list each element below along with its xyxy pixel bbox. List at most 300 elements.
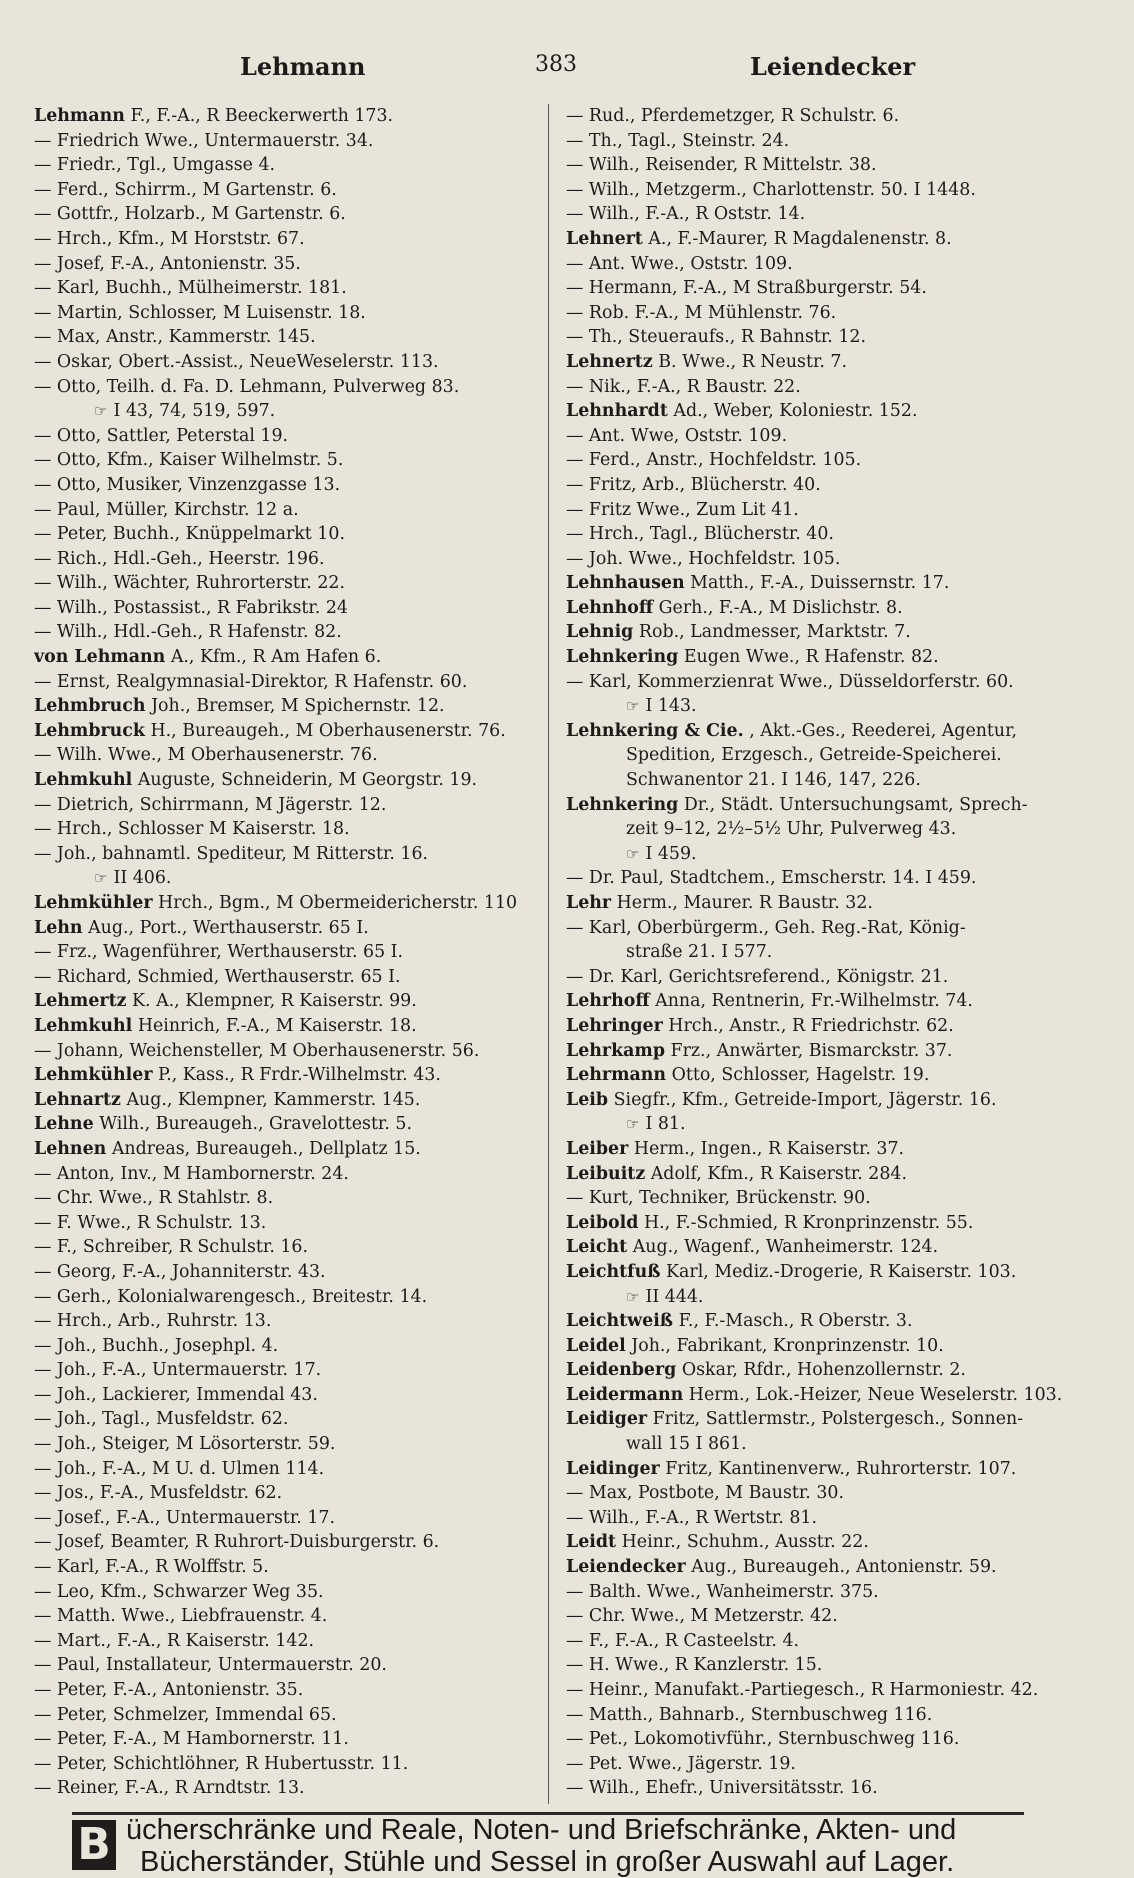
entry-text: H., F.-Schmied, R Kronprinzenstr. 55. bbox=[643, 1212, 974, 1233]
directory-entry bbox=[34, 178, 540, 203]
directory-entry bbox=[566, 1530, 1112, 1555]
entry-text: I 143. bbox=[645, 696, 697, 717]
entry-text: Eugen Wwe., R Hafenstr. 82. bbox=[683, 647, 939, 668]
directory-entry bbox=[566, 522, 1112, 547]
entry-surname: Leidt bbox=[566, 1532, 617, 1553]
hand-pointer-icon: ☞ bbox=[626, 697, 640, 716]
directory-entry bbox=[34, 547, 540, 572]
directory-entry bbox=[34, 301, 540, 326]
entry-text: Rob., Landmesser, Marktstr. 7. bbox=[638, 622, 911, 643]
entry-text: — Rich., Hdl.-Geh., Heerstr. 196. bbox=[34, 548, 325, 569]
entry-text: — Chr. Wwe., M Metzerstr. 42. bbox=[566, 1606, 838, 1627]
entry-text: — Gottfr., Holzarb., M Gartenstr. 6. bbox=[34, 204, 346, 225]
directory-entry bbox=[566, 325, 1112, 350]
directory-entry bbox=[566, 743, 1112, 768]
directory-entry bbox=[566, 1653, 1112, 1678]
directory-entry bbox=[34, 1137, 540, 1162]
directory-entry bbox=[566, 1555, 1112, 1580]
entry-text: — Josef, F.-A., Antonienstr. 35. bbox=[34, 253, 301, 274]
directory-entry bbox=[566, 153, 1112, 178]
entry-text: — Hermann, F.-A., M Straßburgerstr. 54. bbox=[566, 278, 927, 299]
entry-text: — Fritz, Arb., Blücherstr. 40. bbox=[566, 474, 821, 495]
entry-text: Schwanentor 21. I 146, 147, 226. bbox=[626, 770, 921, 791]
directory-entry bbox=[566, 670, 1112, 695]
directory-entry bbox=[566, 276, 1112, 301]
directory-entry bbox=[566, 1383, 1112, 1408]
directory-entry bbox=[34, 1481, 540, 1506]
entry-text: — Mart., F.-A., R Kaiserstr. 142. bbox=[34, 1630, 315, 1651]
entry-text: B. Wwe., R Neustr. 7. bbox=[658, 351, 848, 372]
directory-entry bbox=[566, 1014, 1112, 1039]
directory-entry bbox=[34, 1358, 540, 1383]
entry-text: — F., Schreiber, R Schulstr. 16. bbox=[34, 1237, 309, 1258]
directory-entry bbox=[34, 768, 540, 793]
directory-entry bbox=[34, 202, 540, 227]
entry-surname: Lehrhoff bbox=[566, 991, 650, 1012]
directory-entry bbox=[566, 1629, 1112, 1654]
directory-entry bbox=[566, 1358, 1112, 1383]
entry-text: Karl, Mediz.-Drogerie, R Kaiserstr. 103. bbox=[666, 1261, 1017, 1282]
header-left-keyword: Lehmann bbox=[240, 52, 366, 81]
directory-entry bbox=[566, 1703, 1112, 1728]
entry-text: — Peter, F.-A., Antonienstr. 35. bbox=[34, 1680, 304, 1700]
directory-entry bbox=[566, 1752, 1112, 1777]
directory-entry bbox=[566, 227, 1112, 252]
directory-entry bbox=[34, 719, 540, 744]
directory-entry bbox=[34, 1776, 540, 1801]
directory-entry bbox=[566, 1727, 1112, 1752]
directory-entry bbox=[34, 670, 540, 695]
entry-text: Aug., Bureaugeh., Antonienstr. 59. bbox=[691, 1557, 997, 1578]
directory-entry bbox=[34, 1063, 540, 1088]
directory-entry bbox=[34, 1752, 540, 1777]
directory-entry bbox=[34, 153, 540, 178]
entry-text: — Max, Anstr., Kammerstr. 145. bbox=[34, 327, 316, 348]
entry-surname: Leicht bbox=[566, 1237, 628, 1258]
directory-entry bbox=[34, 694, 540, 719]
directory-entry bbox=[34, 1014, 540, 1039]
directory-entry bbox=[34, 1383, 540, 1408]
directory-entry bbox=[566, 178, 1112, 203]
entry-text: — Ferd., Anstr., Hochfeldstr. 105. bbox=[566, 450, 862, 471]
directory-entry bbox=[566, 399, 1112, 424]
entry-surname: Leichtfuß bbox=[566, 1261, 661, 1282]
directory-entry bbox=[566, 1432, 1112, 1457]
entry-surname: Lehne bbox=[34, 1114, 94, 1135]
directory-entry bbox=[566, 571, 1112, 596]
directory-entry bbox=[34, 350, 540, 375]
entry-text: — Karl, Buchh., Mülheimerstr. 181. bbox=[34, 278, 347, 299]
entry-text: Otto, Schlosser, Hagelstr. 19. bbox=[671, 1065, 930, 1086]
directory-entry bbox=[566, 620, 1112, 645]
entry-text: — Wilh., Metzgerm., Charlottenstr. 50. I 1448. bbox=[566, 179, 976, 200]
directory-entry bbox=[34, 1235, 540, 1260]
entry-text: — Otto, Teilh. d. Fa. D. Lehmann, Pulverweg 83. bbox=[34, 376, 460, 397]
entry-text: — Friedr., Tgl., Umgasse 4. bbox=[34, 155, 276, 176]
entry-text: H., Bureaugeh., M Oberhausenerstr. 76. bbox=[150, 720, 506, 741]
entry-text: — Wilh., Hdl.-Geh., R Hafenstr. 82. bbox=[34, 622, 342, 643]
entry-text: — Dr. Karl, Gerichtsreferend., Königstr. 21. bbox=[566, 966, 949, 987]
directory-entry bbox=[34, 793, 540, 818]
directory-entry bbox=[566, 1678, 1112, 1703]
directory-entry bbox=[566, 1457, 1112, 1482]
column-divider bbox=[548, 104, 549, 1804]
directory-entry bbox=[566, 1604, 1112, 1629]
entry-surname: Lehmkühler bbox=[34, 893, 153, 913]
directory-entry bbox=[566, 252, 1112, 277]
directory-entry bbox=[34, 1432, 540, 1457]
entry-text: P., Kass., R Frdr.-Wilhelmstr. 43. bbox=[158, 1065, 441, 1086]
entry-text: — Joh., Lackierer, Immendal 43. bbox=[34, 1384, 318, 1405]
entry-text: II 444. bbox=[645, 1286, 704, 1307]
page-number: 383 bbox=[535, 52, 577, 77]
directory-entry bbox=[34, 1088, 540, 1113]
entry-text: Gerh., F.-A., M Dislichstr. 8. bbox=[658, 597, 903, 618]
entry-text: — Peter, F.-A., M Hambornerstr. 11. bbox=[34, 1729, 349, 1750]
directory-entry bbox=[566, 350, 1112, 375]
entry-text: — Karl, Oberbürgerm., Geh. Reg.-Rat, König- bbox=[566, 917, 966, 938]
entry-text: — Friedrich Wwe., Untermauerstr. 34. bbox=[34, 130, 374, 151]
directory-entry bbox=[566, 817, 1112, 842]
right-column bbox=[566, 104, 1112, 1804]
entry-text: — F. Wwe., R Schulstr. 13. bbox=[34, 1212, 267, 1233]
entry-text: — Leo, Kfm., Schwarzer Weg 35. bbox=[34, 1581, 324, 1602]
entry-text: — Johann, Weichensteller, M Oberhausenerstr. 56. bbox=[34, 1040, 480, 1061]
entry-text: zeit 9–12, 2½–5½ Uhr, Pulverweg 43. bbox=[626, 819, 957, 840]
entry-text: — Josef., F.-A., Untermauerstr. 17. bbox=[34, 1507, 336, 1528]
entry-surname: Leichtweiß bbox=[566, 1311, 674, 1332]
entry-surname: Leidinger bbox=[566, 1458, 660, 1479]
entry-text: Aug., Wagenf., Wanheimerstr. 124. bbox=[632, 1237, 939, 1258]
entry-text: Oskar, Rfdr., Hohenzollernstr. 2. bbox=[681, 1360, 966, 1381]
entry-text: — Karl, F.-A., R Wolffstr. 5. bbox=[34, 1557, 269, 1578]
entry-surname: Lehnkering bbox=[566, 647, 679, 668]
entry-text: — Frz., Wagenführer, Werthauserstr. 65 I. bbox=[34, 942, 404, 963]
directory-entry bbox=[34, 1457, 540, 1482]
directory-entry bbox=[566, 1211, 1112, 1236]
entry-text: — Otto, Sattler, Peterstal 19. bbox=[34, 425, 289, 446]
directory-entry bbox=[34, 1629, 540, 1654]
directory-entry bbox=[34, 1407, 540, 1432]
entry-text: — Oskar, Obert.-Assist., NeueWeselerstr. 113. bbox=[34, 351, 439, 372]
entry-text: — Paul, Installateur, Untermauerstr. 20. bbox=[34, 1655, 387, 1676]
entry-text: Hrch., Bgm., M Obermeidericherstr. 110 bbox=[158, 893, 518, 913]
directory-entry bbox=[566, 596, 1112, 621]
entry-text: — Fritz Wwe., Zum Lit 41. bbox=[566, 499, 799, 520]
entry-text: — Peter, Buchh., Knüppelmarkt 10. bbox=[34, 524, 345, 545]
entry-text: Wilh., Bureaugeh., Gravelottestr. 5. bbox=[99, 1114, 412, 1135]
entry-surname: Lehr bbox=[566, 893, 612, 913]
entry-text: A., Kfm., R Am Hafen 6. bbox=[170, 647, 382, 668]
directory-entry bbox=[566, 129, 1112, 154]
entry-surname: Lehmkuhl bbox=[34, 770, 133, 791]
entry-text: K. A., Klempner, R Kaiserstr. 99. bbox=[132, 991, 417, 1012]
directory-entry bbox=[566, 1407, 1112, 1432]
entry-text: — Pet. Wwe., Jägerstr. 19. bbox=[566, 1753, 796, 1774]
entry-surname: Leiber bbox=[566, 1138, 629, 1159]
entry-text: — Martin, Schlosser, M Luisenstr. 18. bbox=[34, 302, 366, 323]
directory-entry bbox=[566, 473, 1112, 498]
directory-entry bbox=[34, 473, 540, 498]
entry-text: — Ferd., Schirrm., M Gartenstr. 6. bbox=[34, 179, 337, 200]
entry-text: — Heinr., Manufakt.-Partiegesch., R Harmoniestr. 42. bbox=[566, 1680, 1039, 1700]
directory-entry bbox=[34, 276, 540, 301]
entry-text: — Peter, Schichtlöhner, R Hubertusstr. 11. bbox=[34, 1753, 409, 1774]
entry-text: — Joh., F.-A., M U. d. Ulmen 114. bbox=[34, 1458, 325, 1479]
entry-surname: Lehn bbox=[34, 917, 83, 938]
entry-surname: Lehnen bbox=[34, 1138, 107, 1159]
directory-entry bbox=[566, 1309, 1112, 1334]
entry-text: Joh., Bremser, M Spichernstr. 12. bbox=[151, 696, 445, 717]
entry-text: — Richard, Schmied, Werthauserstr. 65 I. bbox=[34, 966, 401, 987]
entry-text: Siegfr., Kfm., Getreide-Import, Jägerstr. 16. bbox=[613, 1089, 997, 1110]
directory-entry bbox=[34, 1727, 540, 1752]
entry-text: — Joh., Steiger, M Lösorterstr. 59. bbox=[34, 1434, 336, 1455]
page-header bbox=[0, 52, 1134, 92]
directory-entry bbox=[34, 1506, 540, 1531]
entry-text: — Dietrich, Schirrmann, M Jägerstr. 12. bbox=[34, 794, 387, 815]
directory-entry bbox=[566, 448, 1112, 473]
entry-surname: Lehnhausen bbox=[566, 573, 685, 594]
entry-text: Spedition, Erzgesch., Getreide-Speicherei. bbox=[626, 745, 1002, 766]
entry-text: — Wilh., Wächter, Ruhrorterstr. 22. bbox=[34, 573, 346, 594]
entry-surname: Leidiger bbox=[566, 1409, 648, 1430]
directory-entry bbox=[34, 891, 540, 916]
directory-entry bbox=[34, 522, 540, 547]
directory-entry bbox=[34, 940, 540, 965]
entry-text: Dr., Städt. Untersuchungsamt, Sprech- bbox=[683, 794, 1028, 815]
entry-text: — Ant. Wwe, Oststr. 109. bbox=[566, 425, 788, 446]
directory-entry bbox=[566, 989, 1112, 1014]
directory-entry bbox=[566, 1481, 1112, 1506]
entry-surname: Lehmbruck bbox=[34, 720, 145, 741]
entry-text: — Hrch., Schlosser M Kaiserstr. 18. bbox=[34, 819, 350, 840]
directory-entry bbox=[34, 1555, 540, 1580]
directory-entry bbox=[566, 1235, 1112, 1260]
entry-text: , Akt.-Ges., Reederei, Agentur, bbox=[749, 720, 1018, 741]
ad-line-1: ücherschränke und Reale, Noten- und Briefschränke, Akten- und bbox=[126, 1814, 957, 1846]
hand-pointer-icon: ☞ bbox=[626, 1287, 640, 1306]
directory-entry bbox=[34, 596, 540, 621]
directory-entry bbox=[34, 1604, 540, 1629]
entry-text: — Josef, Beamter, R Ruhrort-Duisburgerstr. 6. bbox=[34, 1532, 440, 1553]
entry-text: — Karl, Kommerzienrat Wwe., Düsseldorferstr. 60. bbox=[566, 671, 1014, 692]
directory-entry bbox=[566, 1088, 1112, 1113]
directory-entry bbox=[566, 694, 1112, 719]
entry-text: Herm., Lok.-Heizer, Neue Weselerstr. 103. bbox=[688, 1384, 1063, 1405]
directory-entry bbox=[34, 1580, 540, 1605]
directory-entry bbox=[34, 1211, 540, 1236]
entry-surname: Lehringer bbox=[566, 1015, 663, 1036]
entry-text: — Hrch., Arb., Ruhrstr. 13. bbox=[34, 1311, 272, 1332]
entry-text: — Matth. Wwe., Liebfrauenstr. 4. bbox=[34, 1606, 328, 1627]
directory-entry bbox=[34, 1186, 540, 1211]
directory-entry bbox=[566, 1506, 1112, 1531]
entry-surname: Leibold bbox=[566, 1212, 639, 1233]
entry-text: Frz., Anwärter, Bismarckstr. 37. bbox=[670, 1040, 953, 1061]
directory-entry bbox=[566, 1186, 1112, 1211]
entry-text: — Max, Postbote, M Baustr. 30. bbox=[566, 1483, 844, 1504]
entry-text: — Th., Tagl., Steinstr. 24. bbox=[566, 130, 790, 151]
entry-text: — Pet., Lokomotivführ., Sternbuschweg 116. bbox=[566, 1729, 960, 1750]
directory-entry bbox=[566, 916, 1112, 941]
entry-text: Fritz, Sattlermstr., Polstergesch., Sonnen- bbox=[652, 1409, 1024, 1430]
entry-text: Heinrich, F.-A., M Kaiserstr. 18. bbox=[137, 1015, 417, 1036]
entry-text: — Peter, Schmelzer, Immendal 65. bbox=[34, 1704, 337, 1725]
directory-entry bbox=[566, 1039, 1112, 1064]
entry-surname: Lehmbruch bbox=[34, 696, 146, 717]
directory-entry bbox=[34, 817, 540, 842]
entry-text: — Joh., bahnamtl. Spediteur, M Ritterstr. 16. bbox=[34, 843, 429, 864]
directory-entry bbox=[34, 989, 540, 1014]
directory-entry bbox=[566, 1162, 1112, 1187]
entry-surname: von Lehmann bbox=[34, 647, 166, 668]
entry-surname: Leidenberg bbox=[566, 1360, 677, 1381]
entry-surname: Lehnertz bbox=[566, 351, 653, 372]
entry-text: — Nik., F.-A., R Baustr. 22. bbox=[566, 376, 801, 397]
entry-surname: Lehmertz bbox=[34, 991, 127, 1012]
directory-entry bbox=[566, 202, 1112, 227]
entry-text: Fritz, Kantinenverw., Ruhrorterstr. 107. bbox=[665, 1458, 1017, 1479]
directory-entry bbox=[34, 325, 540, 350]
entry-text: II 406. bbox=[113, 868, 172, 889]
entry-text: — Wilh. Wwe., M Oberhausenerstr. 76. bbox=[34, 745, 378, 766]
entry-text: — Rud., Pferdemetzger, R Schulstr. 6. bbox=[566, 106, 900, 126]
directory-entry bbox=[566, 645, 1112, 670]
directory-entry bbox=[34, 1162, 540, 1187]
entry-text: — Otto, Musiker, Vinzenzgasse 13. bbox=[34, 474, 341, 495]
directory-entry bbox=[566, 1776, 1112, 1801]
entry-text: Heinr., Schuhm., Ausstr. 22. bbox=[621, 1532, 869, 1553]
directory-entry bbox=[34, 916, 540, 941]
directory-entry bbox=[34, 645, 540, 670]
directory-entry bbox=[34, 1039, 540, 1064]
directory-entry bbox=[566, 768, 1112, 793]
entry-surname: Leidermann bbox=[566, 1384, 684, 1405]
directory-entry bbox=[34, 498, 540, 523]
directory-entry bbox=[566, 842, 1112, 867]
entry-surname: Lehnartz bbox=[34, 1089, 121, 1110]
entry-text: — Georg, F.-A., Johanniterstr. 43. bbox=[34, 1261, 326, 1282]
entry-surname: Leidel bbox=[566, 1335, 626, 1356]
directory-entry bbox=[34, 399, 540, 424]
entry-text: — Wilh., F.-A., R Oststr. 14. bbox=[566, 204, 806, 225]
entry-surname: Leiendecker bbox=[566, 1557, 686, 1578]
directory-entry bbox=[34, 842, 540, 867]
entry-text: Adolf, Kfm., R Kaiserstr. 284. bbox=[650, 1163, 908, 1184]
directory-entry bbox=[34, 375, 540, 400]
directory-entry bbox=[34, 1703, 540, 1728]
entry-surname: Lehmann bbox=[34, 106, 125, 126]
directory-entry bbox=[34, 571, 540, 596]
entry-text: — Anton, Inv., M Hambornerstr. 24. bbox=[34, 1163, 349, 1184]
entry-surname: Lehnert bbox=[566, 228, 643, 249]
directory-entry bbox=[34, 252, 540, 277]
directory-entry bbox=[34, 743, 540, 768]
directory-entry bbox=[34, 1653, 540, 1678]
directory-entry bbox=[34, 424, 540, 449]
directory-entry bbox=[566, 719, 1112, 744]
entry-text: wall 15 I 861. bbox=[626, 1434, 747, 1455]
entry-text: — Joh., Tagl., Musfeldstr. 62. bbox=[34, 1409, 289, 1430]
directory-entry bbox=[566, 866, 1112, 891]
hand-pointer-icon: ☞ bbox=[94, 402, 108, 421]
directory-entry bbox=[34, 129, 540, 154]
entry-text: — Wilh., Reisender, R Mittelstr. 38. bbox=[566, 155, 877, 176]
directory-entry bbox=[34, 1309, 540, 1334]
entry-text: Joh., Fabrikant, Kronprinzenstr. 10. bbox=[631, 1335, 944, 1356]
entry-text: Hrch., Anstr., R Friedrichstr. 62. bbox=[668, 1015, 954, 1036]
directory-entry bbox=[34, 227, 540, 252]
entry-text: — Hrch., Kfm., M Horststr. 67. bbox=[34, 228, 305, 249]
entry-text: Anna, Rentnerin, Fr.-Wilhelmstr. 74. bbox=[655, 991, 973, 1012]
directory-entry bbox=[34, 1285, 540, 1310]
entry-surname: Lehnkering bbox=[566, 794, 679, 815]
entry-text: — Joh., F.-A., Untermauerstr. 17. bbox=[34, 1360, 322, 1381]
entry-text: Herm., Maurer. R Baustr. 32. bbox=[616, 893, 873, 913]
entry-surname: Lehrmann bbox=[566, 1065, 667, 1086]
entry-text: Auguste, Schneiderin, M Georgstr. 19. bbox=[137, 770, 478, 791]
entry-surname: Lehnhoff bbox=[566, 597, 654, 618]
entry-text: — Hrch., Tagl., Blücherstr. 40. bbox=[566, 524, 834, 545]
entry-text: — Kurt, Techniker, Brückenstr. 90. bbox=[566, 1188, 871, 1209]
entry-text: Aug., Klempner, Kammerstr. 145. bbox=[126, 1089, 421, 1110]
directory-entry bbox=[566, 965, 1112, 990]
entry-surname: Leib bbox=[566, 1089, 609, 1110]
entry-text: — Wilh., F.-A., R Wertstr. 81. bbox=[566, 1507, 817, 1528]
entry-text: — Reiner, F.-A., R Arndtstr. 13. bbox=[34, 1778, 305, 1799]
directory-entry bbox=[566, 1260, 1112, 1285]
entry-surname: Lehmkuhl bbox=[34, 1015, 133, 1036]
advertisement bbox=[72, 1814, 1032, 1878]
directory-entry bbox=[34, 1678, 540, 1703]
hand-pointer-icon: ☞ bbox=[626, 1115, 640, 1134]
directory-entry bbox=[34, 1334, 540, 1359]
directory-entry bbox=[566, 793, 1112, 818]
directory-entry bbox=[566, 424, 1112, 449]
entry-text: — Matth., Bahnarb., Sternbuschweg 116. bbox=[566, 1704, 933, 1725]
directory-entry bbox=[566, 104, 1112, 129]
entry-surname: Lehmkühler bbox=[34, 1065, 153, 1086]
entry-text: — Joh., Buchh., Josephpl. 4. bbox=[34, 1335, 279, 1356]
entry-text: Matth., F.-A., Duissernstr. 17. bbox=[690, 573, 950, 594]
entry-text: I 81. bbox=[645, 1114, 686, 1135]
entry-text: Aug., Port., Werthauserstr. 65 I. bbox=[88, 917, 369, 938]
entry-text: Herm., Ingen., R Kaiserstr. 37. bbox=[633, 1138, 905, 1159]
entry-text: — Paul, Müller, Kirchstr. 12 a. bbox=[34, 499, 299, 520]
left-column bbox=[34, 104, 540, 1804]
entry-text: F., F.-A., R Beeckerwerth 173. bbox=[130, 106, 394, 126]
entry-text: — Joh. Wwe., Hochfeldstr. 105. bbox=[566, 548, 841, 569]
entry-text: — Th., Steueraufs., R Bahnstr. 12. bbox=[566, 327, 867, 348]
entry-surname: Lehrkamp bbox=[566, 1040, 665, 1061]
directory-entry bbox=[34, 448, 540, 473]
directory-entry bbox=[34, 866, 540, 891]
directory-entry bbox=[34, 1260, 540, 1285]
entry-surname: Lehnkering & Cie. bbox=[566, 720, 744, 741]
directory-entry bbox=[34, 965, 540, 990]
entry-text: Ad., Weber, Koloniestr. 152. bbox=[673, 401, 918, 422]
entry-text: straße 21. I 577. bbox=[626, 942, 773, 963]
directory-entry bbox=[566, 1285, 1112, 1310]
entry-text: — Balth. Wwe., Wanheimerstr. 375. bbox=[566, 1581, 879, 1602]
entry-surname: Lehnig bbox=[566, 622, 634, 643]
ad-initial-letter: B bbox=[72, 1820, 116, 1870]
directory-entry bbox=[566, 1580, 1112, 1605]
entry-text: — Jos., F.-A., Musfeldstr. 62. bbox=[34, 1483, 283, 1504]
entry-text: — Ernst, Realgymnasial-Direktor, R Hafenstr. 60. bbox=[34, 671, 468, 692]
entry-text: — Dr. Paul, Stadtchem., Emscherstr. 14. I 459. bbox=[566, 868, 977, 889]
